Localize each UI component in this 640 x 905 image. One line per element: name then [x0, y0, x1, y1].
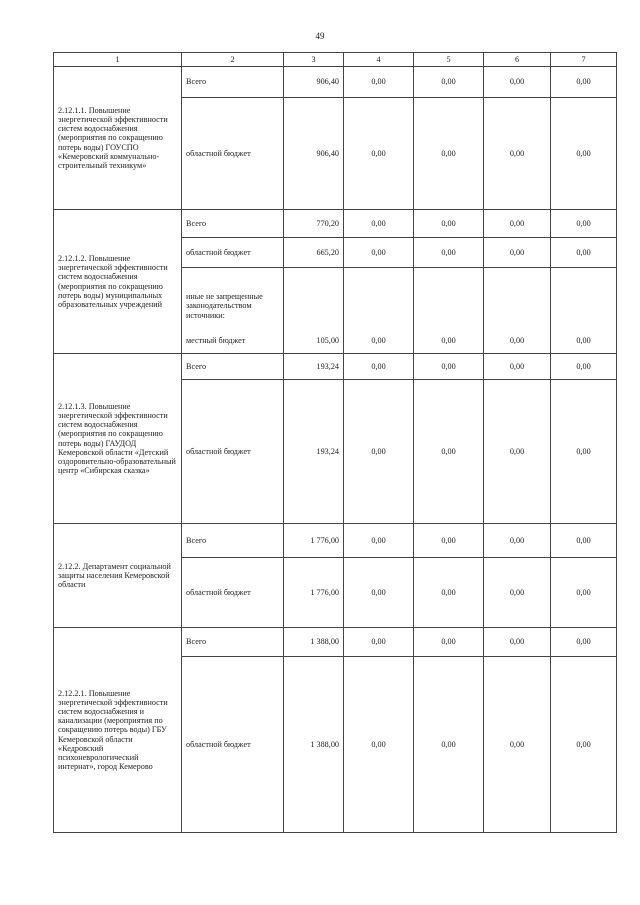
value-cell: 0,00 — [551, 210, 617, 238]
value-cell: 0,00 — [344, 628, 414, 657]
measure-name: 2.12.1.3. Повышение энергетической эффективности систем водоснабжения (мероприятия по сокращению потерь воды) ГАУДОД Кемеровской области «Детский оздоровительно-образовательный центр «Сибирская сказка» — [54, 354, 182, 524]
value-cell: 0,00 — [484, 558, 551, 628]
value-cell: 0,00 — [484, 657, 551, 833]
value-cell: 0,00 — [484, 268, 551, 354]
value-cell: 0,00 — [414, 67, 484, 98]
funding-source: Всего — [182, 524, 284, 558]
value-cell: 906,40 — [284, 67, 344, 98]
table-row — [54, 354, 617, 380]
value-cell: 0,00 — [344, 657, 414, 833]
value-cell: 0,00 — [484, 210, 551, 238]
funding-source: областной бюджет — [182, 657, 284, 833]
value-cell: 0,00 — [344, 67, 414, 98]
value-cell: 0,00 — [414, 524, 484, 558]
value-cell: 0,00 — [484, 67, 551, 98]
funding-source: Всего — [182, 354, 284, 380]
value-cell: 105,00 — [284, 268, 344, 354]
value-cell: 0,00 — [344, 268, 414, 354]
measure-name: 2.12.2.1. Повышение энергетической эффективности систем водоснабжения и канализации (мероприятия по сокращению потерь воды) ГБУ Кемеровской области «Кедровский психоневрологический интернат», город Кемерово — [54, 628, 182, 833]
value-cell: 0,00 — [344, 98, 414, 210]
budget-table — [53, 52, 617, 833]
value-cell: 665,20 — [284, 238, 344, 268]
table-row — [54, 210, 617, 238]
value-cell: 0,00 — [344, 354, 414, 380]
funding-source: Всего — [182, 67, 284, 98]
value-cell: 0,00 — [344, 238, 414, 268]
value-cell: 0,00 — [551, 524, 617, 558]
value-cell: 0,00 — [414, 268, 484, 354]
value-cell: 0,00 — [484, 98, 551, 210]
column-header: 3 — [284, 53, 344, 67]
value-cell: 0,00 — [414, 238, 484, 268]
value-cell: 0,00 — [551, 98, 617, 210]
value-cell: 1 388,00 — [284, 657, 344, 833]
funding-sublabel: иные не запрещенные законодательством источники: — [186, 292, 263, 320]
funding-source: областной бюджет — [182, 558, 284, 628]
value-cell: 0,00 — [551, 268, 617, 354]
column-header: 1 — [54, 53, 182, 67]
measure-name: 2.12.2. Департамент социальной защиты населения Кемеровской области — [54, 524, 182, 628]
column-header: 6 — [484, 53, 551, 67]
value-cell: 0,00 — [551, 354, 617, 380]
value-cell: 0,00 — [484, 238, 551, 268]
funding-source: Всего — [182, 628, 284, 657]
value-cell: 906,40 — [284, 98, 344, 210]
table-row — [54, 524, 617, 558]
table-row — [54, 67, 617, 98]
table-row — [54, 628, 617, 657]
value-cell: 0,00 — [344, 210, 414, 238]
value-cell: 0,00 — [484, 524, 551, 558]
value-cell: 0,00 — [551, 657, 617, 833]
value-cell: 0,00 — [484, 354, 551, 380]
value-cell: 0,00 — [414, 98, 484, 210]
value-cell: 0,00 — [414, 558, 484, 628]
value-cell: 0,00 — [344, 558, 414, 628]
funding-source: областной бюджет — [182, 238, 284, 268]
measure-name: 2.12.1.1. Повышение энергетической эффективности систем водоснабжения (мероприятия по сокращению потерь воды) ГОУСПО «Кемеровский коммунально-строительный техникум» — [54, 67, 182, 210]
funding-source: Всего — [182, 210, 284, 238]
value-cell: 0,00 — [551, 380, 617, 524]
value-cell: 0,00 — [551, 558, 617, 628]
column-header: 7 — [551, 53, 617, 67]
value-cell: 0,00 — [344, 380, 414, 524]
value-cell: 0,00 — [551, 67, 617, 98]
funding-source-cell — [182, 268, 284, 354]
value-cell: 1 776,00 — [284, 524, 344, 558]
value-cell: 0,00 — [484, 380, 551, 524]
value-cell: 0,00 — [414, 628, 484, 657]
value-cell: 1 388,00 — [284, 628, 344, 657]
header-row — [54, 53, 617, 67]
column-header: 5 — [414, 53, 484, 67]
funding-source: областной бюджет — [182, 380, 284, 524]
value-cell: 0,00 — [414, 380, 484, 524]
value-cell: 0,00 — [414, 354, 484, 380]
value-cell: 0,00 — [484, 628, 551, 657]
value-cell: 0,00 — [551, 238, 617, 268]
column-header: 4 — [344, 53, 414, 67]
funding-source: местный бюджет — [186, 335, 246, 345]
value-cell: 770,20 — [284, 210, 344, 238]
page-number: 49 — [315, 31, 325, 41]
value-cell: 193,24 — [284, 380, 344, 524]
value-cell: 0,00 — [414, 210, 484, 238]
funding-source: областной бюджет — [182, 98, 284, 210]
value-cell: 1 776,00 — [284, 558, 344, 628]
value-cell: 193,24 — [284, 354, 344, 380]
value-cell: 0,00 — [344, 524, 414, 558]
value-cell: 0,00 — [414, 657, 484, 833]
measure-name: 2.12.1.2. Повышение энергетической эффективности систем водоснабжения (мероприятия по сокращению потерь воды) муниципальных образовательных учреждений — [54, 210, 182, 354]
column-header: 2 — [182, 53, 284, 67]
value-cell: 0,00 — [551, 628, 617, 657]
